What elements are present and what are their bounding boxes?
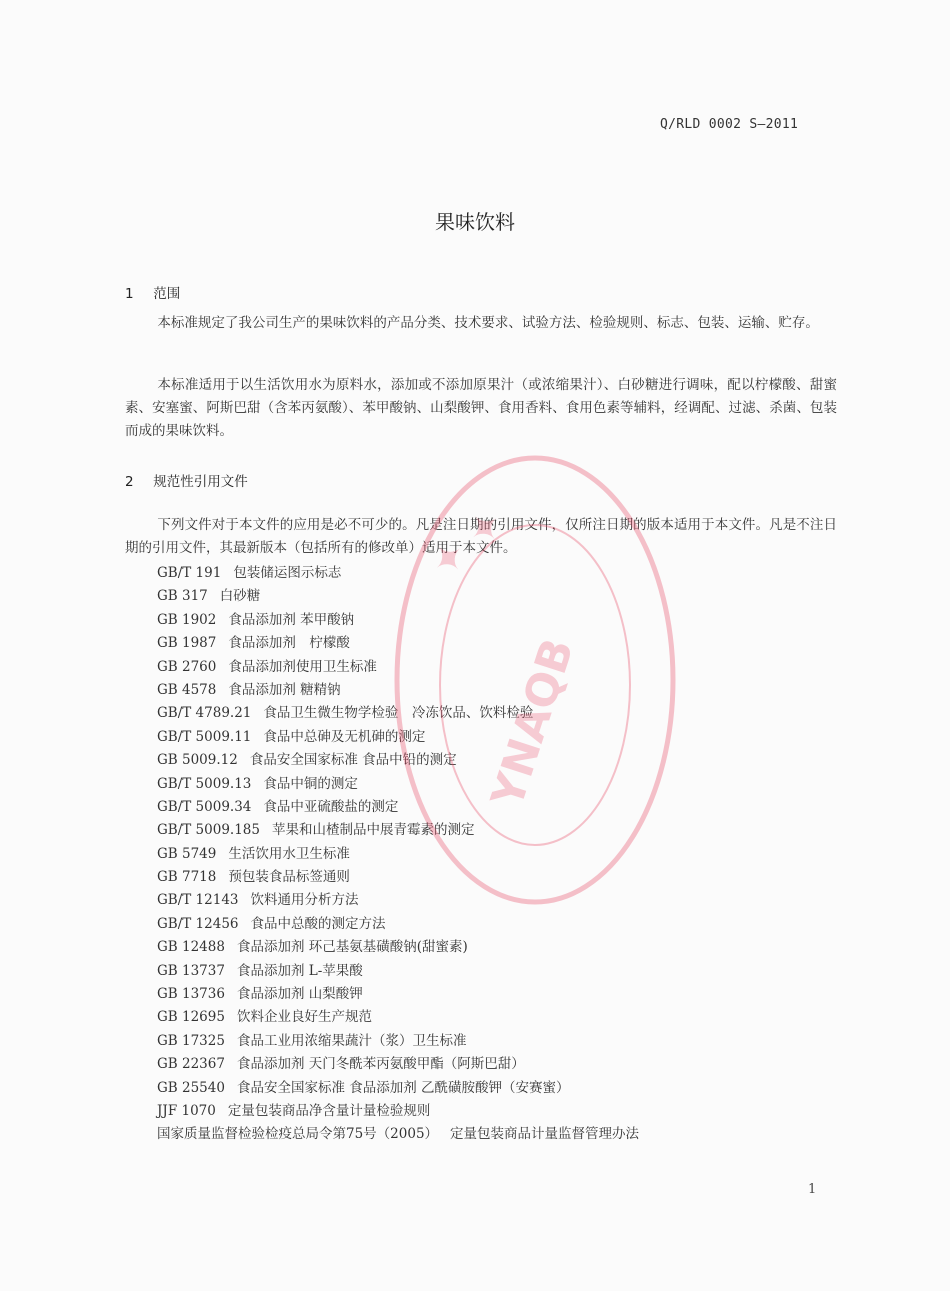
reference-title: 食品安全国家标准 食品中铅的测定 (249, 752, 457, 769)
reference-code: GB 317 (157, 588, 208, 605)
reference-title: 苹果和山楂制品中展青霉素的测定 (271, 822, 475, 839)
reference-title: 食品添加剂 环己基氨基磺酸钠(甜蜜素) (236, 939, 468, 956)
reference-item (157, 656, 639, 679)
reference-item (157, 609, 639, 632)
reference-code: GB/T 5009.11 (157, 728, 252, 745)
reference-item (157, 983, 639, 1006)
reference-item (157, 819, 639, 842)
reference-item (157, 866, 639, 889)
section-2-title: 规范性引用文件 (153, 474, 248, 490)
reference-title: 食品安全国家标准 食品添加剂 乙酰磺胺酸钾（安赛蜜） (236, 1079, 570, 1096)
reference-title: 食品添加剂 柠檬酸 (228, 635, 350, 652)
reference-item (157, 1030, 639, 1053)
reference-item (157, 960, 639, 983)
reference-code: 国家质量监督检验检疫总局令第75号（2005） (157, 1126, 439, 1143)
reference-title: 食品中总酸的测定方法 (250, 915, 386, 932)
section-1-paragraph-1: 本标准规定了我公司生产的果味饮料的产品分类、技术要求、试验方法、检验规则、标志、包装、运输、贮存。 (157, 315, 819, 331)
reference-item (157, 679, 639, 702)
reference-item (157, 1053, 639, 1076)
reference-title: 食品添加剂 苯甲酸钠 (228, 611, 355, 628)
reference-item (157, 585, 639, 608)
reference-title: 食品中铜的测定 (263, 775, 358, 792)
page-number: 1 (808, 1182, 817, 1197)
reference-code: GB 12488 (157, 939, 225, 956)
reference-item (157, 562, 639, 585)
reference-item (157, 702, 639, 725)
reference-item (157, 749, 639, 772)
section-2-number: 2 (125, 474, 134, 490)
reference-item (157, 913, 639, 936)
reference-item (157, 773, 639, 796)
reference-code: GB 22367 (157, 1056, 225, 1073)
document-title: 果味饮料 (435, 210, 515, 234)
reference-item (157, 889, 639, 912)
reference-item (157, 632, 639, 655)
reference-code: GB 5749 (157, 845, 217, 862)
reference-code: GB/T 5009.34 (157, 798, 252, 815)
reference-title: 定量包装商品净含量计量检验规则 (227, 1102, 431, 1119)
reference-item (157, 1123, 639, 1146)
reference-item (157, 726, 639, 749)
reference-title: 食品添加剂 L-苹果酸 (236, 962, 363, 979)
reference-code: GB 5009.12 (157, 752, 238, 769)
reference-code: GB 13737 (157, 962, 225, 979)
reference-title: 包装储运图示标志 (233, 565, 342, 581)
reference-code: GB 2760 (157, 658, 217, 675)
reference-item (157, 1100, 639, 1123)
reference-title: 食品添加剂 糖精钠 (228, 681, 341, 698)
section-1-title: 范围 (153, 286, 181, 302)
reference-code: GB/T 5009.185 (157, 822, 260, 839)
reference-list (157, 562, 639, 1147)
reference-item (157, 936, 639, 959)
section-2-intro: 下列文件对于本文件的应用是必不可少的。凡是注日期的引用文件，仅所注日期的版本适用于本文件。凡是不注日期的引用文件，其最新版本（包括所有的修改单）适用于本文件。 (125, 517, 837, 556)
reference-code: GB 17325 (157, 1032, 225, 1049)
reference-code: GB/T 12456 (157, 915, 239, 932)
section-1-paragraph-2: 本标准适用于以生活饮用水为原料水，添加或不添加原果汁（或浓缩果汁）、白砂糖进行调味，配以柠檬酸、甜蜜素、安塞蜜、阿斯巴甜（含苯丙氨酸）、苯甲酸钠、山梨酸钾、食用香料、食用色素等辅料，经调配、过滤、杀菌、包装而成的果味饮料。 (125, 377, 837, 439)
reference-title: 食品添加剂 天门冬酰苯丙氨酸甲酯（阿斯巴甜） (236, 1056, 525, 1073)
reference-code: GB 12695 (157, 1009, 225, 1026)
reference-code: GB 13736 (157, 986, 225, 1003)
reference-item (157, 1077, 639, 1100)
reference-title: 白砂糖 (219, 588, 261, 605)
reference-code: GB 25540 (157, 1079, 225, 1096)
reference-item (157, 796, 639, 819)
reference-title: 食品卫生微生物学检验 冷冻饮品、饮料检验 (263, 705, 534, 722)
reference-item (157, 843, 639, 866)
reference-title: 饮料企业良好生产规范 (236, 1009, 372, 1026)
section-2-heading (125, 470, 248, 490)
reference-title: 饮料通用分析方法 (250, 892, 359, 909)
reference-title: 食品添加剂 山梨酸钾 (236, 986, 363, 1003)
reference-item (157, 1006, 639, 1029)
section-1-number: 1 (125, 286, 134, 302)
standard-code: Q/RLD 0002 S—2011 (660, 117, 799, 132)
svg-text:YNAQB: YNAQB (481, 632, 585, 814)
reference-title: 定量包装商品计量监督管理办法 (450, 1126, 640, 1143)
reference-code: GB 1987 (157, 635, 217, 652)
reference-title: 生活饮用水卫生标准 (228, 845, 350, 862)
reference-code: GB 4578 (157, 681, 217, 698)
reference-code: GB/T 191 (157, 565, 222, 581)
reference-title: 预包装食品标签通则 (228, 869, 350, 886)
reference-title: 食品中亚硫酸盐的测定 (263, 798, 399, 815)
reference-title: 食品工业用浓缩果蔬汁（浆）卫生标准 (236, 1032, 467, 1049)
reference-code: JJF 1070 (157, 1102, 216, 1119)
reference-code: GB/T 5009.13 (157, 775, 252, 792)
reference-code: GB/T 4789.21 (157, 705, 252, 722)
reference-title: 食品中总砷及无机砷的测定 (263, 728, 426, 745)
section-1-heading (125, 282, 180, 302)
reference-code: GB/T 12143 (157, 892, 239, 909)
reference-title: 食品添加剂使用卫生标准 (228, 658, 377, 675)
reference-code: GB 7718 (157, 869, 217, 886)
reference-code: GB 1902 (157, 611, 217, 628)
svg-text:✦ ✦: ✦ ✦ (421, 500, 514, 588)
